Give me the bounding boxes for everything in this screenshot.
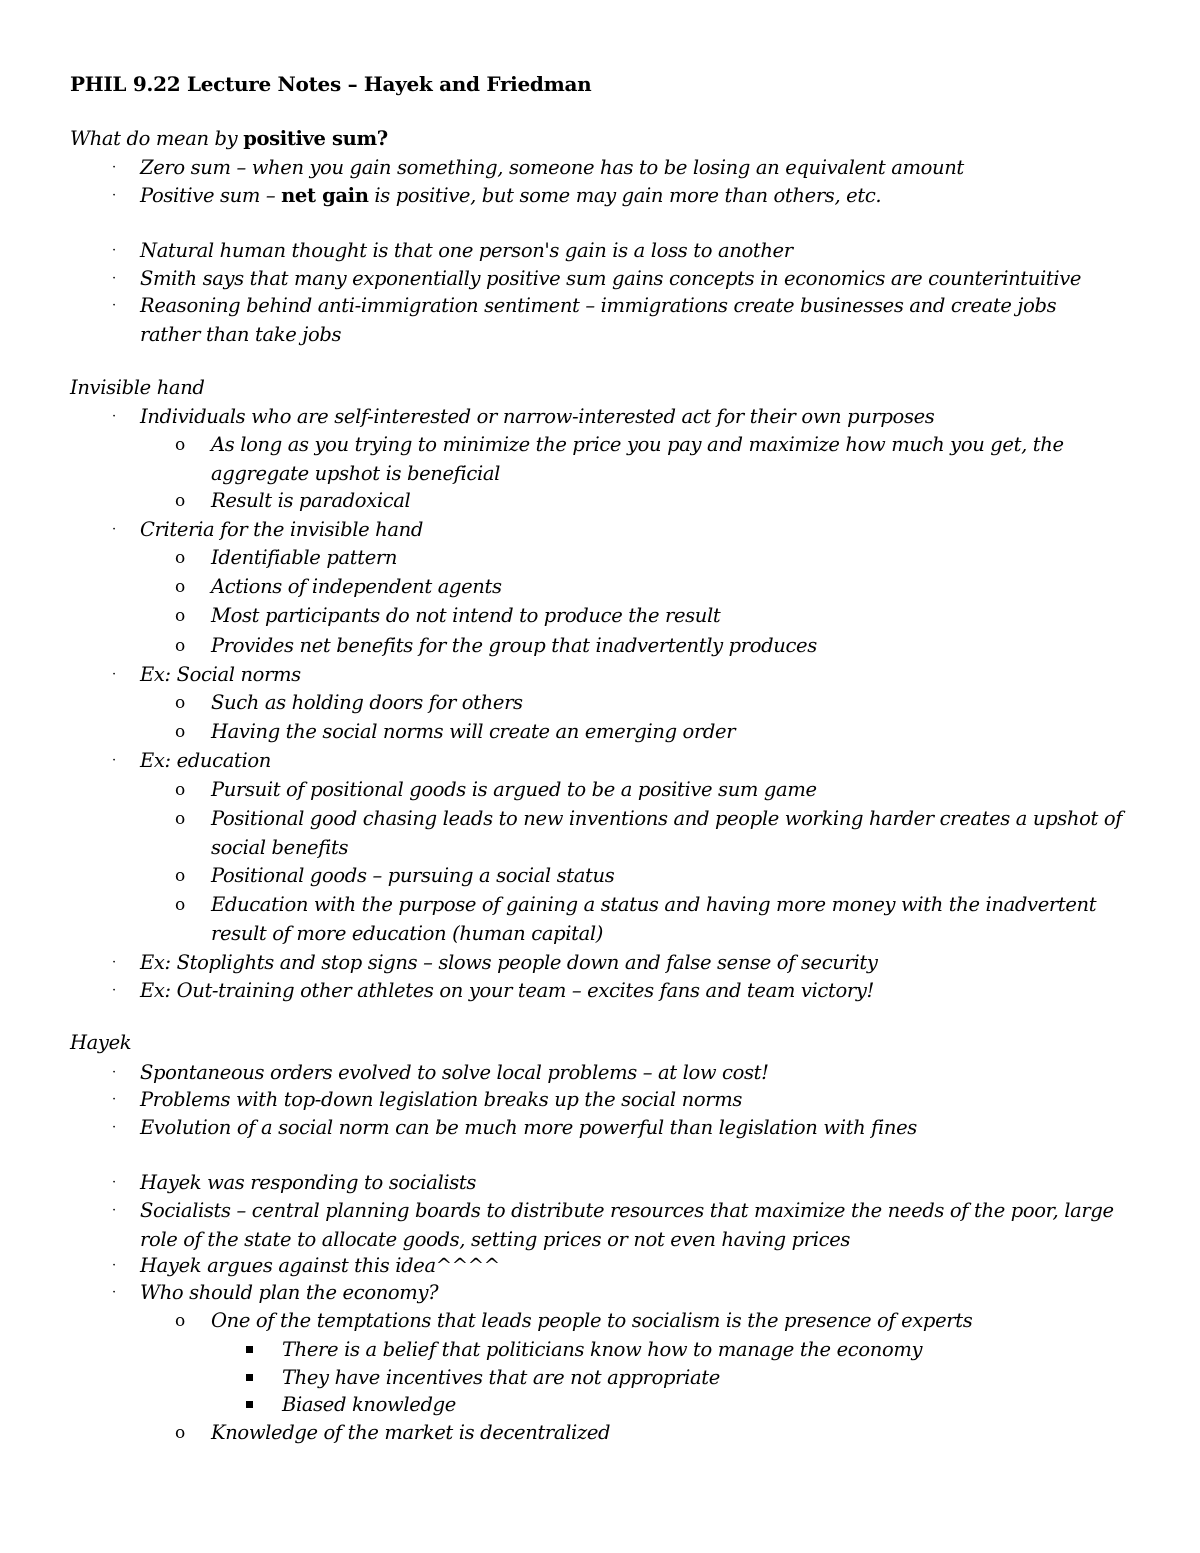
- list-item: [112, 1086, 1140, 1115]
- bullet-marker: o: [175, 693, 185, 713]
- list-item: [112, 1279, 1140, 1308]
- list-item-text: Pursuit of positional goods is argued to be a positive sum game: [211, 778, 817, 801]
- list-item: [175, 1307, 1131, 1336]
- invisible-hand-heading: Invisible hand: [70, 376, 205, 399]
- bullet-marker: o: [175, 548, 185, 568]
- list-item-text: Biased knowledge: [282, 1393, 456, 1416]
- list-item: [175, 602, 1131, 631]
- list-item: [112, 1169, 1140, 1198]
- list-item: [112, 154, 1140, 183]
- list-item: [282, 1391, 1132, 1420]
- list-item: [175, 891, 1131, 948]
- bullet-marker: ·: [112, 409, 116, 424]
- page-title: PHIL 9.22 Lecture Notes – Hayek and Friedman: [70, 72, 592, 96]
- list-item: [112, 1197, 1140, 1254]
- bullet-marker: ·: [112, 1065, 116, 1080]
- list-item-text: There is a belief that politicians know how to manage the economy: [282, 1338, 923, 1361]
- bullet-marker: ·: [112, 1092, 116, 1107]
- positive-sum-suffix: is positive, but some may gain more than others, etc.: [374, 184, 882, 207]
- list-item: [112, 747, 1140, 776]
- net-gain-bold: net gain: [281, 184, 369, 207]
- list-item-text: Ex: Stoplights and stop signs – slows people down and false sense of security: [140, 951, 878, 974]
- list-item-text: Hayek argues against this idea^^^^: [140, 1254, 500, 1277]
- list-item-text: Natural human thought is that one person's gain is a loss to another: [140, 239, 793, 262]
- bullet-marker: ·: [112, 1285, 116, 1300]
- square-bullet-icon: [246, 1346, 253, 1353]
- list-item-text: Knowledge of the market is decentralized: [211, 1421, 611, 1444]
- bullet-marker: ·: [112, 1175, 116, 1190]
- bullet-marker: ·: [112, 160, 116, 175]
- bullet-marker: ·: [112, 522, 116, 537]
- list-item-text: Hayek was responding to socialists: [140, 1171, 477, 1194]
- list-item: [175, 431, 1091, 488]
- hayek-heading: Hayek: [70, 1031, 132, 1054]
- list-item-text: Actions of independent agents: [211, 575, 502, 598]
- list-item-text: Positional good chasing leads to new inventions and people working harder creates a upshot of social benefits: [211, 807, 1123, 859]
- list-item-text: Problems with top-down legislation breaks up the social norms: [140, 1088, 743, 1111]
- list-item-text: Evolution of a social norm can be much more powerful than legislation with fines: [140, 1116, 917, 1139]
- list-item: [112, 516, 1140, 545]
- list-item: [112, 1252, 1140, 1281]
- bullet-marker: ·: [112, 753, 116, 768]
- list-item-text: Individuals who are self-interested or narrow-interested act for their own purposes: [140, 405, 935, 428]
- bullet-marker: ·: [112, 667, 116, 682]
- bullet-marker: ·: [112, 1203, 116, 1218]
- list-item-text: Having the social norms will create an emerging order: [211, 720, 736, 743]
- list-item-text: Ex: Out-training other athletes on your team – excites fans and team victory!: [140, 979, 874, 1002]
- bullet-marker: ·: [112, 1258, 116, 1273]
- list-item-text: Who should plan the economy?: [140, 1281, 439, 1304]
- list-item-text: Zero sum – when you gain something, someone has to be losing an equivalent amount: [140, 156, 964, 179]
- list-item: [112, 265, 1140, 294]
- list-item: [112, 949, 1140, 978]
- bullet-marker: o: [175, 577, 185, 597]
- list-item-text: They have incentives that are not appropriate: [282, 1366, 720, 1389]
- bullet-marker: o: [175, 895, 185, 915]
- bullet-marker: o: [175, 809, 185, 829]
- list-item: [175, 573, 1131, 602]
- list-item-text: Most participants do not intend to produce the result: [211, 604, 721, 627]
- bullet-marker: ·: [112, 955, 116, 970]
- list-item: [112, 977, 1140, 1006]
- list-item: [175, 689, 1131, 718]
- square-bullet-icon: [246, 1374, 253, 1381]
- question-prefix: What do mean by: [70, 127, 238, 150]
- list-item: [175, 805, 1131, 862]
- list-item-text: Spontaneous orders evolved to solve local problems – at low cost!: [140, 1061, 769, 1084]
- bullet-marker: ·: [112, 188, 116, 203]
- list-item-text: Provides net benefits for the group that inadvertently produces: [211, 634, 817, 657]
- bullet-marker: o: [175, 606, 185, 626]
- list-item-text: One of the temptations that leads people to socialism is the presence of experts: [211, 1309, 973, 1332]
- bullet-marker: o: [175, 1423, 185, 1443]
- list-item: [112, 403, 1140, 432]
- list-item: [112, 1059, 1140, 1088]
- list-item: [112, 292, 1100, 349]
- list-item: [175, 862, 1131, 891]
- bullet-marker: o: [175, 435, 185, 455]
- list-item-text: Ex: Social norms: [140, 663, 301, 686]
- list-item: [112, 237, 1140, 266]
- bullet-marker: ·: [112, 983, 116, 998]
- bullet-marker: ·: [112, 271, 116, 286]
- list-item-text: As long as you trying to minimize the price you pay and maximize how much you get, the aggregate upshot is beneficial: [211, 433, 1064, 485]
- bullet-marker: o: [175, 1311, 185, 1331]
- list-item: [175, 1419, 1131, 1448]
- list-item: [175, 718, 1131, 747]
- list-item-text: Such as holding doors for others: [211, 691, 523, 714]
- list-item: [175, 632, 1131, 661]
- list-item-text: Smith says that many exponentially positive sum gains concepts in economics are counterintuitive: [140, 267, 1082, 290]
- bullet-marker: ·: [112, 1120, 116, 1135]
- bullet-marker: ·: [112, 243, 116, 258]
- positive-sum-prefix: Positive sum –: [140, 184, 276, 207]
- list-item: [175, 776, 1131, 805]
- list-item-text: Identifiable pattern: [211, 546, 398, 569]
- list-item-text: Education with the purpose of gaining a status and having more money with the inadvertent result of more education (human capital): [211, 893, 1097, 945]
- list-item-text: Ex: education: [140, 749, 271, 772]
- square-bullet-icon: [246, 1401, 253, 1408]
- list-item-text: Result is paradoxical: [211, 489, 411, 512]
- bullet-marker: o: [175, 866, 185, 886]
- list-item: [282, 1336, 1132, 1365]
- list-item: [112, 661, 1140, 690]
- question-bold: positive sum?: [243, 127, 388, 150]
- list-item-text: Positional goods – pursuing a social status: [211, 864, 615, 887]
- list-item: [112, 1114, 1140, 1143]
- list-item: [112, 182, 1140, 211]
- list-item: [282, 1364, 1132, 1393]
- list-item-text: Criteria for the invisible hand: [140, 518, 423, 541]
- bullet-marker: ·: [112, 298, 116, 313]
- list-item-text: Reasoning behind anti-immigration sentiment – immigrations create businesses and create jobs rather than take jobs: [140, 294, 1057, 346]
- bullet-marker: o: [175, 491, 185, 511]
- bullet-marker: o: [175, 636, 185, 656]
- list-item-text: Socialists – central planning boards to distribute resources that maximize the needs of the poor, large role of the state to allocate goods, setting prices or not even having prices: [140, 1199, 1114, 1251]
- list-item: [175, 544, 1131, 573]
- bullet-marker: o: [175, 722, 185, 742]
- list-item: [175, 487, 1131, 516]
- positive-sum-question: [70, 127, 388, 150]
- bullet-marker: o: [175, 780, 185, 800]
